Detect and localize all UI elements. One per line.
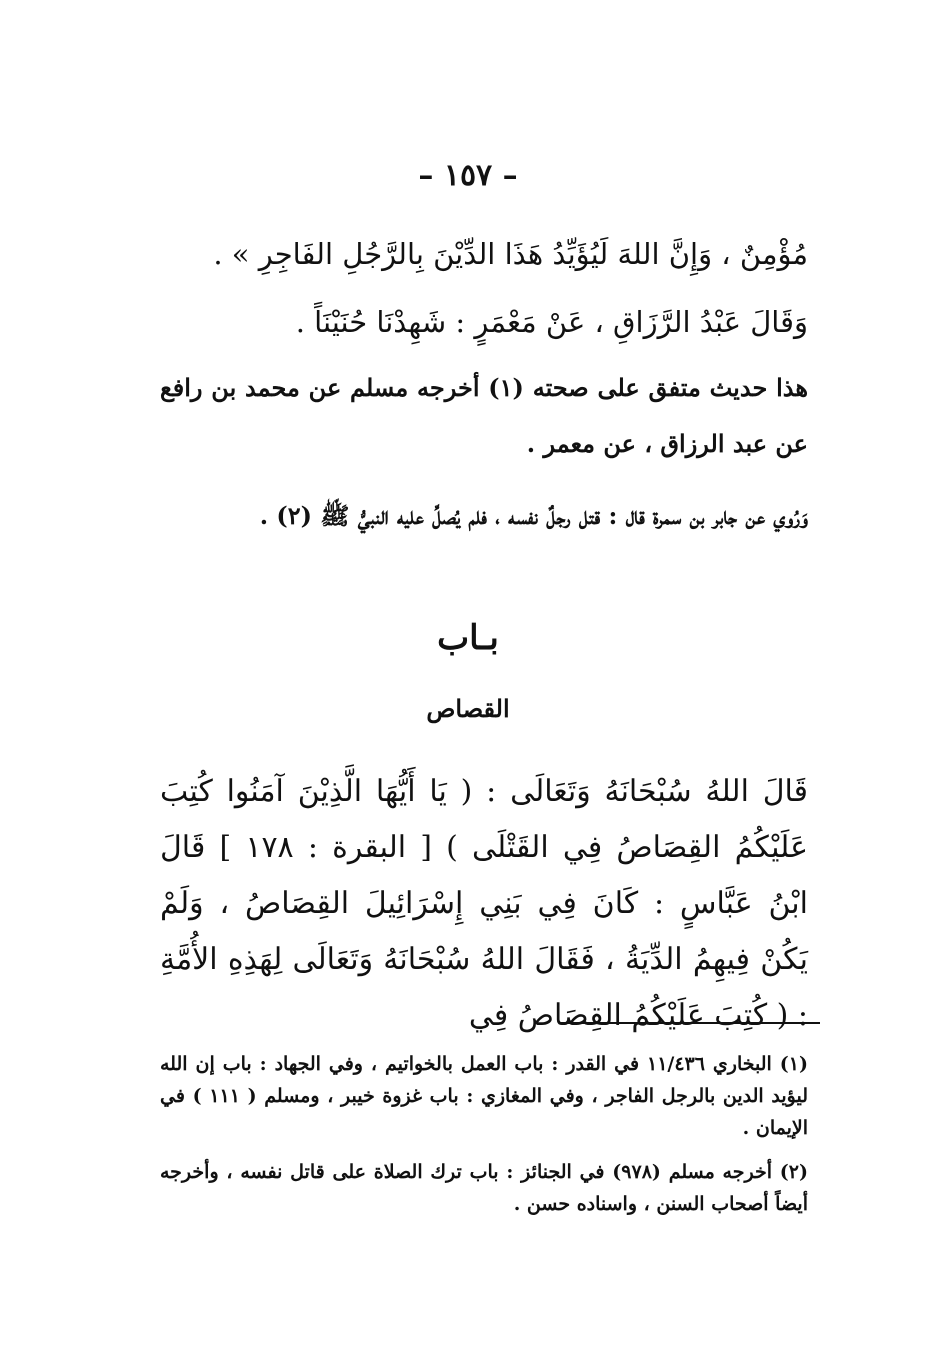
footnote-2 xyxy=(160,1156,808,1220)
paragraph-jabir xyxy=(160,488,808,544)
main-text-paragraph: قَالَ اللهُ سُبْحَانَهُ وَتَعَالَى : ( يَا أَيُّهَا الَّذِيْنَ آمَنُوا كُتِبَ عَلَيْكُمُ القِصَاصُ فِي القَتْلَى ) [ البقرة : ١٧٨ ] قَالَ ابْنُ عَبَّاسٍ : كَانَ فِي بَنِي إِسْرَائِيلَ القِصَاصُ ، وَلَمْ يَكُنْ فِيهِمُ الدِّيَةُ ، فَقَالَ اللهُ سُبْحَانَهُ وَتَعَالَى لِهَذِهِ الأُمَّةِ : ( كُتِبَ عَلَيْكُمُ القِصَاصُ فِي xyxy=(160,774,808,1033)
paragraph-authenticity xyxy=(160,360,808,472)
quote-line-1: مُؤْمِنٌ ، وَإِنَّ اللهَ لَيُؤَيِّدُ هَذَا الدِّيْنَ بِالرَّجُلِ الفَاجِرِ » . xyxy=(213,237,808,271)
paragraph-2-text: وَرُوي عن جابر بن سمرة قال : قتل رجلٌ نفسه ، فلم يُصلِّ عليه النبيُّ ﷺ (٢) . xyxy=(259,501,808,530)
page-number: – ١٥٧ – xyxy=(418,158,518,193)
narration-line xyxy=(160,290,808,354)
chapter-title: القصاص xyxy=(426,694,510,723)
footnote-1-text: (١) البخاري ١١/٤٣٦ في القدر : باب العمل بالخواتيم ، وفي الجهاد : باب إن الله ليؤيد الدين بالرجل الفاجر ، وفي المغازي : باب غزوة خيبر ، ومسلم ( ١١١ ) في الإيمان . xyxy=(160,1053,809,1139)
footnote-2-text: (٢) أخرجه مسلم (٩٧٨) في الجنائز : باب ترك الصلاة على قاتل نفسه ، وأخرجه أيضاً أصحاب السنن ، واسناده حسن . xyxy=(160,1161,808,1215)
quote-line-2: وَقَالَ عَبْدُ الرَّزَاقِ ، عَنْ مَعْمَرٍ : شَهِدْنَا حُنَيْنَاً . xyxy=(295,305,808,339)
hadith-ending-line xyxy=(160,222,808,286)
footnote-1 xyxy=(160,1048,808,1144)
main-body-text xyxy=(160,764,808,1044)
chapter-heading: بـاب xyxy=(437,618,499,658)
footnote-separator xyxy=(561,1022,820,1024)
footnotes xyxy=(160,1048,808,1232)
paragraph-1-text: هذا حديث متفق على صحته (١) أخرجه مسلم عن محمد بن رافع عن عبد الرزاق ، عن معمر . xyxy=(160,373,809,458)
